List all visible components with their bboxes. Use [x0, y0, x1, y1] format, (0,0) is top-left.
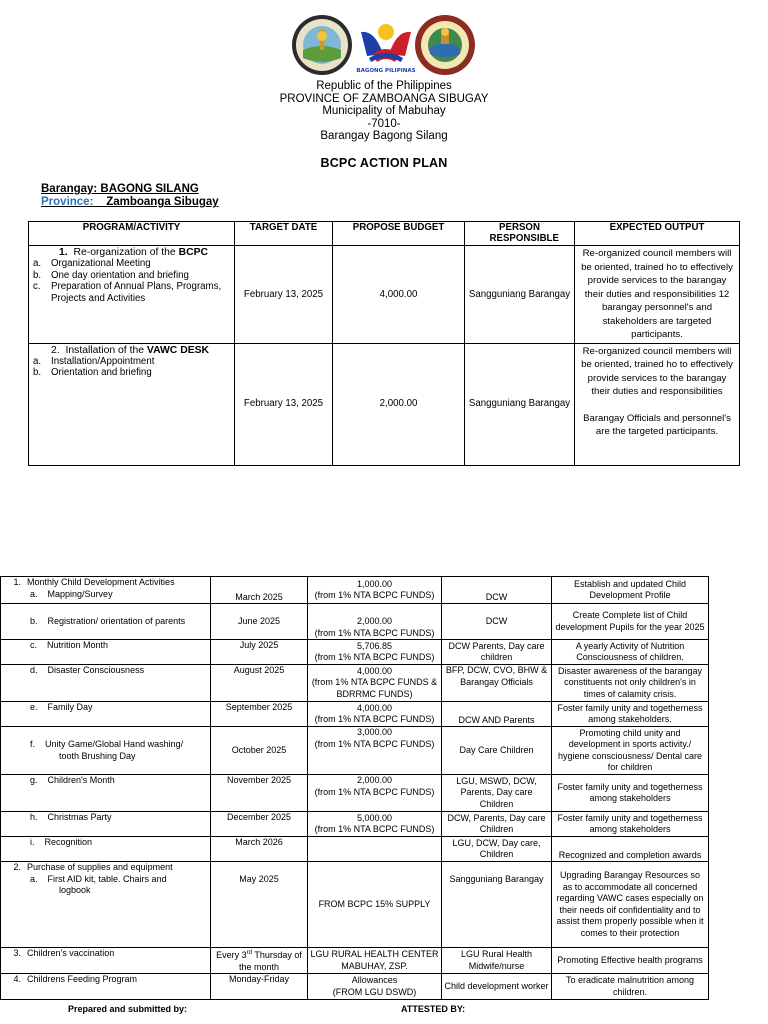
table-row	[1, 812, 709, 837]
table-row	[1, 665, 709, 702]
header-province: PROVINCE OF ZAMBOANGA SIBUGAY	[279, 92, 489, 105]
budget-cell: 5,706.85 (from 1% NTA BCPC FUNDS)	[308, 640, 442, 665]
activity-cell: 2. Purchase of supplies and equipment a. First AID kit, table. Chairs and logbook	[1, 862, 211, 948]
program-cell: 1. Re-organization of the BCPC a. Organizational Meeting b. One day orientation and briefing c. Preparation of Annual Plans, Programs, Projects and Activities	[29, 246, 235, 344]
header-output: EXPECTED OUTPUT	[575, 222, 740, 246]
province-value: Zamboanga Sibugay	[106, 196, 219, 208]
budget-cell: 2,000.00 (from 1% NTA BCPC FUNDS)	[308, 604, 442, 640]
list-item: c. Preparation of Annual Plans, Programs, Projects and Activities	[33, 281, 222, 304]
date-cell: June 2025	[211, 604, 308, 640]
header-municipality: Municipality of Mabuhay	[322, 105, 446, 118]
person-cell: Sangguniang Barangay	[465, 246, 575, 344]
seals-row	[0, 14, 768, 78]
output-cell: Re-organized council members will be oriented, trained ho to effectively provide services to the barangay their duties and responsibilities 12 barangay personnel's and stakeholders are targeted participants.	[575, 246, 740, 344]
table-row	[1, 604, 709, 640]
target-date-cell: February 13, 2025	[235, 343, 333, 465]
header-target-date: TARGET DATE	[235, 222, 333, 246]
table-row	[1, 974, 709, 1000]
header-person: PERSON RESPONSIBLE	[465, 222, 575, 246]
budget-cell: LGU RURAL HEALTH CENTER MABUHAY, ZSP.	[308, 948, 442, 974]
activity-cell: h. Christmas Party	[1, 812, 211, 837]
target-date-cell: February 13, 2025	[235, 246, 333, 344]
output-cell: Recognized and completion awards	[552, 837, 709, 862]
output-cell: Foster family unity and togetherness among stakeholders.	[552, 702, 709, 727]
bagong-pilipinas-text: BAGONG PILIPINAS	[356, 68, 416, 74]
person-cell: LGU, DCW, Day care, Children	[442, 837, 552, 862]
output-cell: Promoting Effective health programs	[552, 948, 709, 974]
budget-cell: 4,000.00	[333, 246, 465, 344]
activity-cell: i. Recognition	[1, 837, 211, 862]
output-cell: A yearly Activity of Nutrition Consciousness of children.	[552, 640, 709, 665]
activity-cell: e. Family Day	[1, 702, 211, 727]
date-cell: May 2025	[211, 862, 308, 948]
activity-cell: f. Unity Game/Global Hand washing/ tooth Brushing Day	[1, 727, 211, 775]
table-row	[29, 343, 740, 465]
action-plan-table	[28, 221, 740, 466]
budget-cell: 2,000.00	[333, 343, 465, 465]
date-cell: September 2025	[211, 702, 308, 727]
table-row	[1, 577, 709, 604]
output-cell: Promoting child unity and development in sports activity./ hygiene consciousness/ Dental care for children	[552, 727, 709, 775]
person-cell: Sangguniang Barangay	[465, 343, 575, 465]
budget-cell: 2,000.00 (from 1% NTA BCPC FUNDS)	[308, 775, 442, 812]
activity-cell: d. Disaster Consciousness	[1, 665, 211, 702]
budget-cell: 5,000.00 (from 1% NTA BCPC FUNDS)	[308, 812, 442, 837]
date-cell: Monday-Friday	[211, 974, 308, 1000]
person-cell: DCW Parents, Day care children	[442, 640, 552, 665]
attested-by-label: ATTESTED BY:	[401, 1004, 466, 1014]
activity-cell: b. Registration/ orientation of parents	[1, 604, 211, 640]
header-program: PROGRAM/ACTIVITY	[29, 222, 235, 246]
budget-cell	[308, 837, 442, 862]
output-cell: Upgrading Barangay Resources so as to accommodate all concerned regarding VAWC cases especially on their needs oif confidentiality and to assist them properly possible when it comes to their protection	[552, 862, 709, 948]
person-cell: Sangguniang Barangay	[442, 862, 552, 948]
list-item: a. Organizational Meeting	[33, 258, 151, 270]
program-cell: 2. Installation of the VAWC DESK a. Installation/Appointment b. Orientation and briefing	[29, 343, 235, 465]
person-cell: LGU, MSWD, DCW, Parents, Day care Children	[442, 775, 552, 812]
table-row	[29, 246, 740, 344]
table-row	[1, 775, 709, 812]
budget-cell: 3,000.00 (from 1% NTA BCPC FUNDS)	[308, 727, 442, 775]
date-cell: October 2025	[211, 727, 308, 775]
person-cell: Child development worker	[442, 974, 552, 1000]
header-budget: PROPOSE BUDGET	[333, 222, 465, 246]
bagong-pilipinas-logo-icon	[355, 14, 417, 76]
table-row	[1, 837, 709, 862]
activity-cell: 4. Childrens Feeding Program	[1, 974, 211, 1000]
header-zip: -7010-	[367, 117, 401, 130]
date-cell: Every 3rd Thursday of the month	[211, 948, 308, 974]
output-cell: Create Complete list of Child development Pupils for the year 2025	[552, 604, 709, 640]
budget-cell: 1,000.00 (from 1% NTA BCPC FUNDS)	[308, 577, 442, 604]
header-republic: Republic of the Philippines	[316, 80, 452, 92]
list-item: b. Orientation and briefing	[33, 367, 152, 379]
barangay-line: Barangay: BAGONG SILANG	[41, 183, 199, 195]
date-cell: August 2025	[211, 665, 308, 702]
output-cell: Re-organized council members will be oriented, trained ho to effectively provide services to the barangay their duties and responsibilities Barangay Officials and personnel's are the targeted participants.	[575, 343, 740, 465]
date-cell: November 2025	[211, 775, 308, 812]
list-item: b. One day orientation and briefing	[33, 269, 189, 281]
barangay-seal-icon	[291, 14, 353, 76]
prepared-by-label: Prepared and submitted by:	[68, 1004, 188, 1014]
municipal-seal-icon	[414, 14, 476, 76]
budget-cell: 4,000.00 (from 1% NTA BCPC FUNDS)	[308, 702, 442, 727]
activities-table	[0, 576, 709, 1000]
date-cell: July 2025	[211, 640, 308, 665]
activity-cell: 1. Monthly Child Development Activities a. Mapping/Survey	[1, 577, 211, 604]
table-row	[1, 640, 709, 665]
province-label: Province:	[41, 196, 94, 208]
table-row	[1, 702, 709, 727]
output-cell: Disaster awareness of the barangay constituents not only children's in times of calamity crisis.	[552, 665, 709, 702]
date-cell: December 2025	[211, 812, 308, 837]
budget-cell: FROM BCPC 15% SUPPLY	[308, 862, 442, 948]
budget-cell: Allowances (FROM LGU DSWD)	[308, 974, 442, 1000]
date-cell: March 2025	[211, 577, 308, 604]
header-barangay: Barangay Bagong Silang	[320, 130, 448, 143]
table-row	[1, 727, 709, 775]
activity-cell: 3. Children's vaccination	[1, 948, 211, 974]
output-cell: To eradicate malnutrition among children.	[552, 974, 709, 1000]
date-cell: March 2026	[211, 837, 308, 862]
table-row	[1, 862, 709, 948]
person-cell: BFP, DCW, CVO, BHW & Barangay Officials	[442, 665, 552, 702]
table-header-row	[29, 222, 740, 246]
output-cell: Establish and updated Child Development Profile	[552, 577, 709, 604]
person-cell: DCW	[442, 604, 552, 640]
list-item: a. Installation/Appointment	[33, 355, 155, 367]
province-line	[41, 196, 219, 209]
budget-cell: 4,000.00 (from 1% NTA BCPC FUNDS & BDRRMC FUNDS)	[308, 665, 442, 702]
activity-cell: g. Children's Month	[1, 775, 211, 812]
output-cell: Foster family unity and togetherness among stakeholders	[552, 812, 709, 837]
table-row	[1, 948, 709, 974]
document-title: BCPC ACTION PLAN	[320, 156, 448, 170]
output-cell: Foster family unity and togetherness among stakeholders	[552, 775, 709, 812]
person-cell: DCW AND Parents	[442, 702, 552, 727]
activity-cell: c. Nutrition Month	[1, 640, 211, 665]
person-cell: LGU Rural Health Midwife/nurse	[442, 948, 552, 974]
document-header	[0, 80, 768, 143]
person-cell: DCW, Parents, Day care Children	[442, 812, 552, 837]
person-cell: DCW	[442, 577, 552, 604]
person-cell: Day Care Children	[442, 727, 552, 775]
